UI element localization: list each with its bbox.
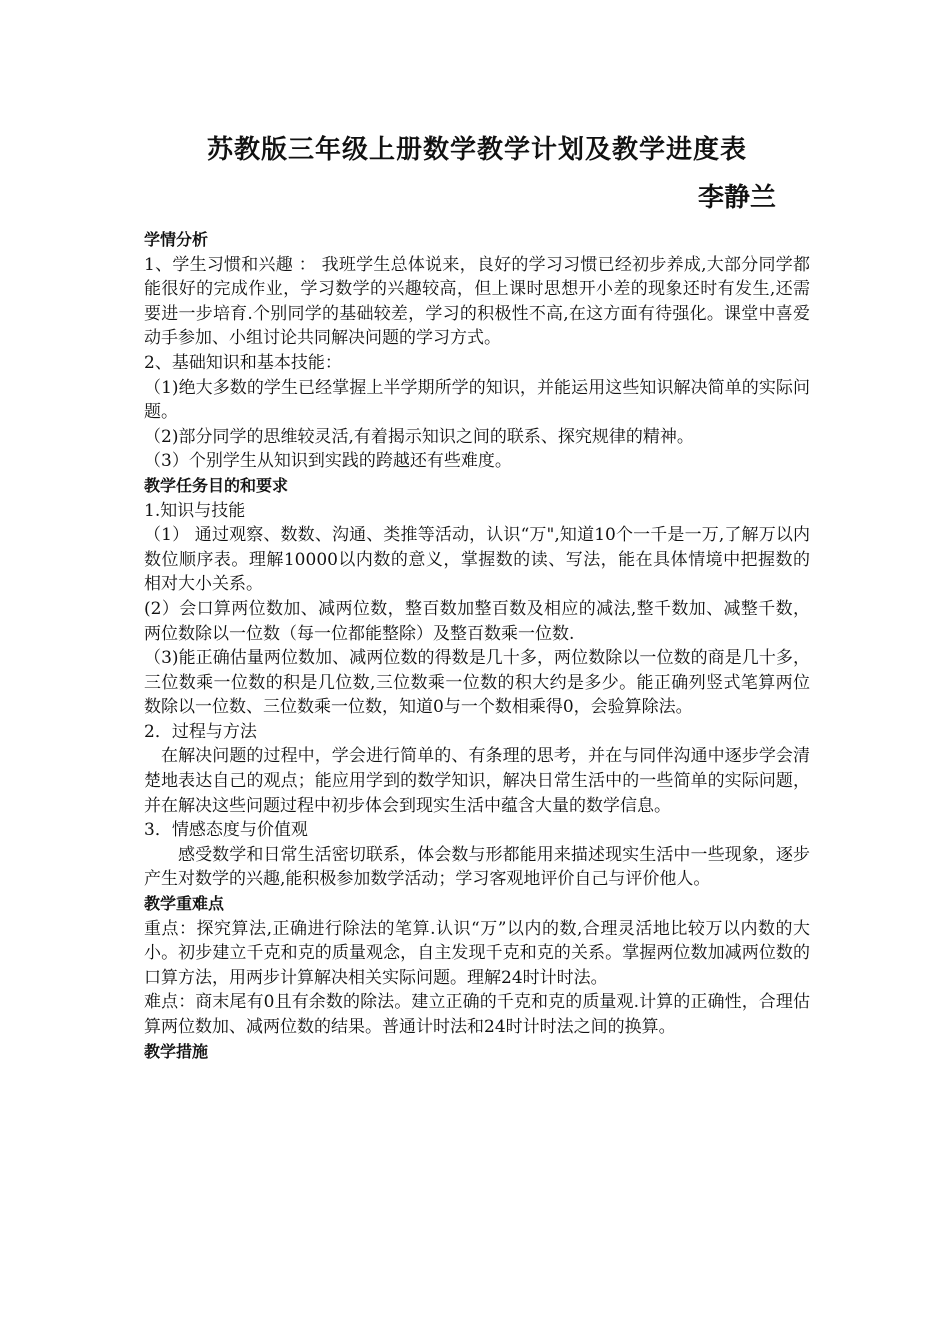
paragraph-key-points: 重点：探究算法,正确进行除法的笔算.认识“万”以内的数,合理灵活地比较万以内数的大小。初步建立千克和克的质量观念，自主发现千克和克的关系。掌握两位数加减两位数的口算方法，用两步计算解决相关实际问题。理解24时计时法。	[144, 918, 810, 988]
paragraph-values-label: 3．情感态度与价值观	[144, 820, 308, 841]
paragraph-basics-label: 2、基础知识和基本技能：	[144, 352, 342, 373]
paragraph-process: 在解决问题的过程中，学会进行简单的、有条理的思考，并在与同伴沟通中逐步学会清楚地表达自己的观点；能应用学到的数学知识，解决日常生活中的一些简单的实际问题，并在解决这些问题过程中初步体会到现实生活中蕴含大量的数学信息。	[144, 746, 810, 816]
paragraph-basics-2: （2)部分同学的思维较灵活,有着揭示知识之间的联系、探究规律的精神。	[144, 426, 694, 447]
author-name: 李静兰	[697, 183, 776, 213]
section-heading-measures: 教学措施	[144, 1041, 209, 1061]
document-page	[144, 128, 810, 1064]
paragraph-knowledge-2: (2）会口算两位数加、减两位数，整百数加整百数及相应的减法,整千数加、减整千数，两位数除以一位数（每一位都能整除）及整百数乘一位数.	[144, 598, 810, 644]
paragraph-knowledge-label: 1.知识与技能	[144, 500, 246, 521]
paragraph-process-label: 2．过程与方法	[144, 721, 257, 742]
paragraph-values: 感受数学和日常生活密切联系，体会数与形都能用来描述现实生活中一些现象，逐步产生对数学的兴趣,能积极参加数学活动；学习客观地评价自己与评价他人。	[144, 844, 810, 890]
document-title: 苏教版三年级上册数学教学计划及教学进度表	[206, 135, 747, 165]
section-heading-analysis: 学情分析	[144, 230, 209, 249]
paragraph-basics-1: （1)绝大多数的学生已经掌握上半学期所学的知识，并能运用这些知识解决简单的实际问题。	[144, 377, 810, 423]
paragraph-difficult-points: 难点：商末尾有0且有余数的除法。建立正确的千克和克的质量观.计算的正确性，合理估算两位数加、减两位数的结果。普通计时法和24时计时法之间的换算。	[144, 992, 810, 1037]
paragraph-basics-3: （3）个别学生从知识到实践的跨越还有些难度。	[144, 451, 512, 472]
paragraph-knowledge-3: （3)能正确估量两位数加、减两位数的得数是几十多，两位数除以一位数的商是几十多，三位数乘一位数的积是几位数,三位数乘一位数的积大约是多少。能正确列竖式笔算两位数除以一位数、三位数乘一位数，知道0与一个数相乘得0，会验算除法。	[144, 648, 810, 718]
section-heading-goals: 教学任务目的和要求	[144, 475, 289, 495]
section-heading-keypoints: 教学重难点	[144, 894, 225, 914]
paragraph-habits: 1、学生习惯和兴趣 ： 我班学生总体说来，良好的学习习惯已经初步养成,大部分同学都能很好的完成作业，学习数学的兴趣较高，但上课时思想开小差的现象还时有发生,还需要进一步培育.个别同学的基础较差，学习的积极性不高,在这方面有待强化。课堂中喜爱动手参加、小组讨论共同解决问题的学习方式。	[144, 254, 810, 349]
paragraph-knowledge-1: （1） 通过观察、数数、沟通、类推等活动，认识“万",知道10个一千是一万,了解万以内数位顺序表。理解10000以内数的意义，掌握数的读、写法，能在具体情境中把握数的相对大小关系。	[144, 525, 810, 595]
